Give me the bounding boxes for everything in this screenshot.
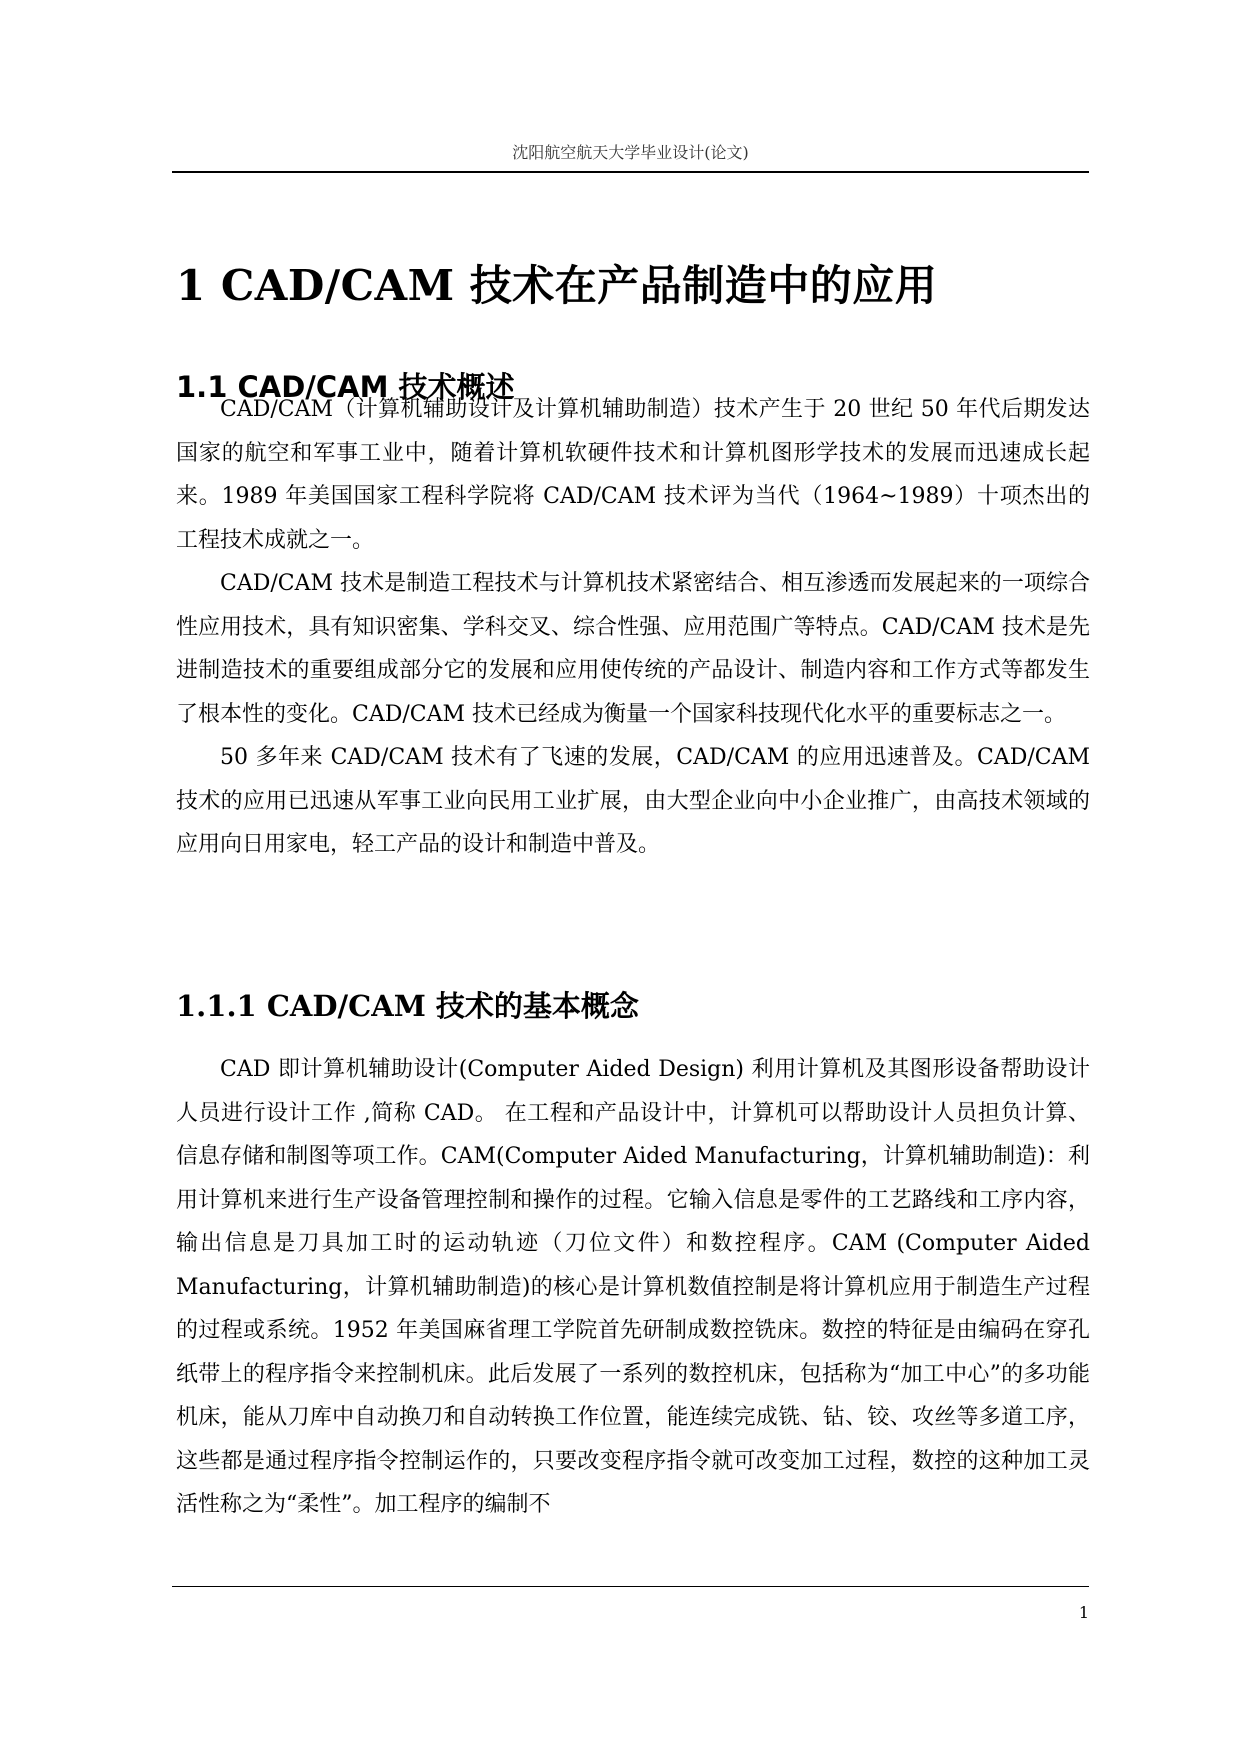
section-title: 1.1 CAD/CAM 技术概述 xyxy=(176,370,515,404)
paragraph: 50 多年来 CAD/CAM 技术有了飞速的发展，CAD/CAM 的应用迅速普及。CAD/CAM 技术的应用已迅速从军事工业向民用工业扩展，由大型企业向中小企业推广，由高技术领域的应用向日用家电，轻工产品的设计和制造中普及。 xyxy=(176,745,1090,857)
chapter-title: 1 CAD/CAM 技术在产品制造中的应用 xyxy=(176,261,938,310)
page-number: 1 xyxy=(1078,1603,1089,1622)
paragraph: CAD 即计算机辅助设计(Computer Aided Design) 利用计算机及其图形设备帮助设计人员进行设计工作 ,简称 CAD。 在工程和产品设计中，计算机可以帮助设计人员担负计算、信息存储和制图等项工作。CAM(Computer Aided Manufacturing，计算机辅助制造)：利用计算机来进行生产设备管理控制和操作的过程。它输入信息是零件的工艺路线和工序内容，输出信息是刀具加工时的运动轨迹（刀位文件）和数控程序。CAM (Computer Aided Manufacturing，计算机辅助制造)的核心是计算机数值控制是将计算机应用于制造生产过程的过程或系统。1952 年美国麻省理工学院首先研制成数控铣床。数控的特征是由编码在穿孔纸带上的程序指令来控制机床。此后发展了一系列的数控机床，包括称为“加工中心”的多功能机床，能从刀库中自动换刀和自动转换工作位置，能连续完成铣、钻、铰、攻丝等多道工序，这些都是通过程序指令控制运作的，只要改变程序指令就可改变加工过程，数控的这种加工灵活性称之为“柔性”。加工程序的编制不 xyxy=(176,1057,1090,1517)
footer-divider xyxy=(172,1586,1089,1587)
subsection-title: 1.1.1 CAD/CAM 技术的基本概念 xyxy=(176,989,639,1023)
header-divider xyxy=(172,171,1089,173)
section-body xyxy=(176,388,1090,867)
paragraph: CAD/CAM 技术是制造工程技术与计算机技术紧密结合、相互渗透而发展起来的一项综合性应用技术，具有知识密集、学科交叉、综合性强、应用范围广等特点。CAD/CAM 技术是先进制造技术的重要组成部分它的发展和应用使传统的产品设计、制造内容和工作方式等都发生了根本性的变化。CAD/CAM 技术已经成为衡量一个国家科技现代化水平的重要标志之一。 xyxy=(176,571,1090,727)
page-header: 沈阳航空航天大学毕业设计(论文) xyxy=(512,143,749,162)
subsection-body xyxy=(176,1048,1090,1527)
paragraph: CAD/CAM（计算机辅助设计及计算机辅助制造）技术产生于 20 世纪 50 年代后期发达国家的航空和军事工业中，随着计算机软硬件技术和计算机图形学技术的发展而迅速成长起来。1989 年美国国家工程科学院将 CAD/CAM 技术评为当代（1964~1989）十项杰出的工程技术成就之一。 xyxy=(176,397,1090,553)
